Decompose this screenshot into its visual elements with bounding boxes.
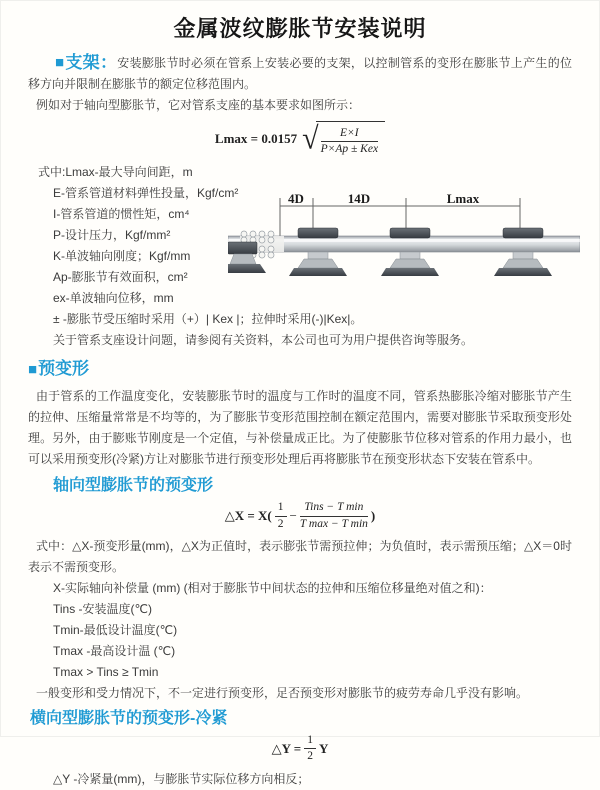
definition-line: E-管系管道材料弹性投量，Kgf/cm²	[53, 186, 239, 201]
pipe-support-diagram-svg	[228, 188, 580, 288]
radical-sign-icon: √	[302, 120, 319, 156]
support-intro-paragraph	[28, 52, 572, 95]
minus-sign: −	[289, 508, 297, 524]
formula-dy-lhs: △Y =	[271, 740, 302, 756]
definition-line: I-管系管道的惯性矩，cm⁴	[53, 207, 190, 222]
document-page	[1, 1, 599, 787]
section-square-marker: ■	[28, 361, 38, 379]
lateral-note: △Y -冷紧量(mm)，与膨胀节实际位移方向相反；	[53, 772, 310, 787]
preform-heading-text: 预变形	[38, 359, 90, 379]
guide-spacing-formula	[28, 121, 572, 156]
radical-content	[316, 121, 386, 156]
fraction-one-half: $\frac{1}{2}$	[275, 501, 287, 530]
formula-dx-lhs: △X = X(	[224, 508, 272, 524]
axial-preform-formula	[28, 501, 572, 530]
formula-lmax-lhs: Lmax = 0.0157	[214, 130, 298, 146]
formula-lmax-numerator: E×I	[321, 127, 379, 142]
section-heading-support: 支架：	[65, 53, 118, 72]
definition-line: 关于管系支座设计问题，请参阅有关资料，本公司也可为用户提供咨询等服务。	[53, 333, 474, 348]
definition-line: ex-单波轴向位移，mm	[53, 291, 174, 306]
support-requirement-diagram	[228, 188, 580, 288]
axial-item: Tmax > Tins ≥ Tmin	[53, 664, 159, 679]
subsection-heading-lateral: 横向型膨胀节的预变形-冷紧	[30, 709, 228, 727]
support-example-paragraph: 例如对于轴向型膨胀节，它对管系支座的基本要求如图所示：	[36, 98, 361, 112]
formula-dx-rhs: )	[370, 508, 376, 524]
section-heading-preform	[28, 358, 572, 381]
axial-note-paragraph: 一般变形和受力情况下，不一定进行预变形，足否预变形对膨胀节的疲劳寿命几乎没有影响。	[36, 685, 529, 700]
axial-item: Tins -安装温度(℃)	[53, 601, 153, 616]
definition-line: K-单波轴向刚度；Kgf/mm	[53, 249, 191, 264]
dim-label-4d: 4D	[288, 191, 304, 207]
axial-item: Tmin-最低设计温度(℃)	[53, 622, 178, 637]
section-square-marker: ■	[55, 54, 65, 71]
dim-label-lmax: Lmax	[446, 191, 480, 207]
fraction-one-half: $\frac{1}{2}$	[304, 734, 316, 763]
subsection-heading-axial: 轴向型膨胀节的预变形	[53, 477, 214, 495]
preform-paragraph: 由于管系的工作温度变化，安装膨胀节时的温度与工作时的温度不同，管系热膨胀冷缩对膨胀节产生的拉伸、压缩量常常是不均等的，为了膨胀节变形范围控制在额定范围内，需要对膨胀节采取预变形处理。另外，由于膨账节刚度是一个定值，与补偿量成正比。为了使膨胀节位移对管系的作用力最小，也可以采用预变形(冷紧)方让对膨胀节进行预变形处理后再将膨胀节在预变形状态下安装在管系中。	[28, 389, 572, 467]
lateral-preform-formula	[28, 734, 572, 763]
fraction-temperature: $\frac{\text{Tins − T min}}{\text{T max − T min}}$	[299, 501, 368, 530]
definition-line: P-设计压力，Kgf/mm²	[53, 228, 171, 243]
axial-item: Tmax -最高设计温 (℃)	[53, 643, 176, 658]
formula-dy-rhs: Y	[318, 740, 329, 756]
formula-lmax-denominator: P×Ap ± Kex	[320, 143, 379, 156]
definition-line: Ap-膨胀节有效面积，cm²	[53, 270, 188, 285]
definition-line: ± -膨胀节受压缩时采用（+）| Kex |；拉伸时采用(-)|Kex|。	[53, 312, 363, 327]
formula-definitions-section	[28, 162, 572, 351]
definition-line: 式中:Lmax-最大导向间距，m	[38, 165, 193, 180]
axial-item: X-实际轴向补偿量 (mm) (相对于膨胀节中间状态的拉伸和压缩位移量绝对值之和)：	[53, 580, 492, 595]
axial-definition-paragraph: 式中：△X-预变形量(mm)，△X为正值时，表示膨张节需预拉伸；为负值时，表示需预压缩；△X＝0时表示不需预变形。	[28, 538, 572, 574]
support-intro-text: 安装膨胀节时必须在管系上安装必要的支架，以控制管系的变形在膨胀节上产生的位移方向并限制在膨胀节的额定位移范围内。	[28, 56, 572, 91]
page-title: 金属波纹膨胀节安装说明	[173, 16, 427, 41]
dim-label-14d: 14D	[347, 191, 371, 207]
